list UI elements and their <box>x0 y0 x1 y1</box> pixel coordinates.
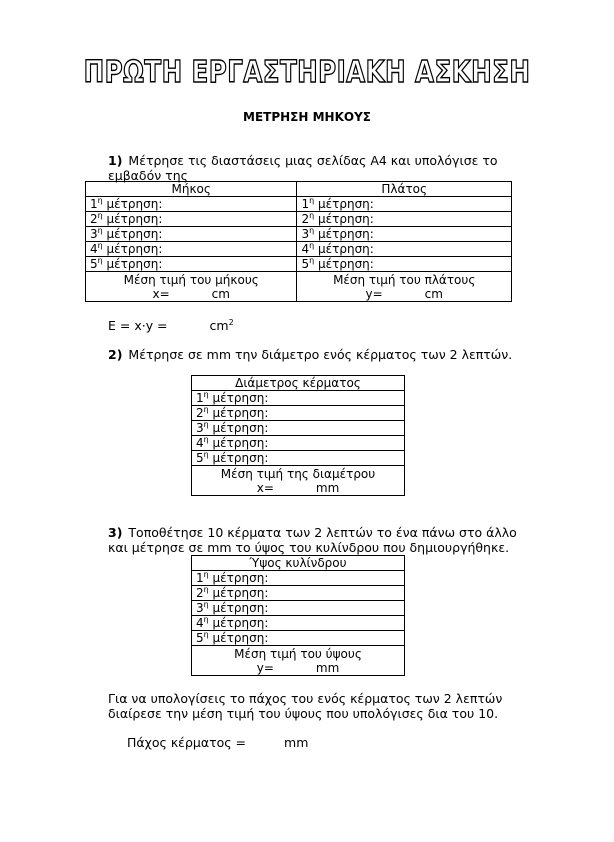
q1-length-measurement-number: 5 <box>90 257 98 271</box>
q2-measurement-ordinal: η <box>203 420 209 429</box>
q3-measurement-3 <box>192 601 405 616</box>
q1-width-measurement-label: μέτρηση: <box>314 197 374 211</box>
q2-measurement-ordinal: η <box>203 405 209 414</box>
q2-measurement-number: 2 <box>196 406 204 420</box>
table-row <box>192 391 405 406</box>
q2-measurement-number: 5 <box>196 451 204 465</box>
question-1 <box>108 153 548 183</box>
table-row <box>86 227 512 242</box>
q1-mean-length-cell <box>86 272 297 302</box>
q3-measurement-ordinal: η <box>203 570 209 579</box>
q1-length-measurement-number: 2 <box>90 212 98 226</box>
q3-measurement-label: μέτρηση: <box>208 571 269 585</box>
table-row <box>86 197 512 212</box>
question-3-text-line1: Τοποθέτησε 10 κέρματα των 2 λεπτών το ένα πάνω στο άλλο <box>128 525 517 540</box>
table-row <box>192 436 405 451</box>
q3-measurement-ordinal: η <box>203 630 209 639</box>
table-row <box>86 242 512 257</box>
q2-measurement-5 <box>192 451 405 466</box>
q3-measurement-ordinal: η <box>203 585 209 594</box>
closing-line1: Για να υπολογίσεις το πάχος του ενός κέρματος των 2 λεπτών <box>108 691 503 706</box>
q1-mean-width-unit: cm <box>424 286 443 301</box>
q1-width-measurement-label: μέτρηση: <box>314 212 374 226</box>
q1-mean-width-var: y= <box>365 286 383 301</box>
question-2 <box>108 347 548 362</box>
table-row <box>192 406 405 421</box>
area-formula-text: E = x·y = <box>108 318 168 333</box>
table-row <box>192 421 405 436</box>
q1-width-measurement-number: 1 <box>301 197 310 211</box>
q1-mean-width-cell <box>297 272 512 302</box>
q3-measurement-2 <box>192 586 405 601</box>
q1-length-measurement-ordinal: η <box>97 196 103 205</box>
q3-measurement-1 <box>192 571 405 586</box>
q3-table <box>191 555 405 676</box>
q1-mean-length-var: x= <box>152 286 170 301</box>
q3-measurement-5 <box>192 631 405 646</box>
table-row <box>86 257 512 272</box>
q1-length-measurement-label: μέτρηση: <box>102 212 163 226</box>
q1-length-measurement-ordinal: η <box>97 241 103 250</box>
q2-header: Διάμετρος κέρματος <box>192 376 405 391</box>
table-row <box>192 571 405 586</box>
q3-measurement-number: 5 <box>196 631 204 645</box>
q2-measurement-label: μέτρηση: <box>208 421 269 435</box>
q3-measurement-number: 2 <box>196 586 204 600</box>
q1-width-measurement-label: μέτρηση: <box>314 242 374 256</box>
q2-measurement-ordinal: η <box>203 435 209 444</box>
q1-length-measurement-label: μέτρηση: <box>102 257 163 271</box>
q3-measurement-number: 4 <box>196 616 204 630</box>
q1-width-measurement-number: 5 <box>301 257 310 271</box>
question-3 <box>108 525 568 555</box>
q1-header-width: Πλάτος <box>297 182 512 197</box>
q1-length-measurement-number: 1 <box>90 197 98 211</box>
page-subtitle: ΜΕΤΡΗΣΗ ΜΗΚΟΥΣ <box>243 110 371 124</box>
thickness-formula <box>127 735 308 750</box>
question-3-number: 3) <box>108 525 123 540</box>
q3-measurement-label: μέτρηση: <box>208 586 269 600</box>
q3-measurement-4 <box>192 616 405 631</box>
q1-length-measurement-1 <box>86 197 297 212</box>
q1-width-measurement-4 <box>297 242 512 257</box>
table-row <box>192 451 405 466</box>
closing-instructions <box>108 691 568 721</box>
q3-mean-var: y= <box>256 660 274 675</box>
q1-width-measurement-ordinal: η <box>309 241 315 250</box>
question-1-number: 1) <box>108 153 123 168</box>
q3-header: Ύψος κυλίνδρου <box>192 556 405 571</box>
q1-length-measurement-ordinal: η <box>97 226 103 235</box>
q1-width-measurement-ordinal: η <box>309 226 315 235</box>
q3-measurement-label: μέτρηση: <box>208 616 269 630</box>
q3-measurement-label: μέτρηση: <box>208 601 269 615</box>
closing-line2: διαίρεσε την μέση τιμή του ύψους που υπολόγισες δια του 10. <box>108 706 499 721</box>
q3-mean-label: Μέση τιμή του ύψους <box>234 646 362 661</box>
q2-measurement-ordinal: η <box>203 450 209 459</box>
q1-mean-width-label: Μέση τιμή του πλάτους <box>333 272 476 287</box>
q1-width-measurement-number: 4 <box>301 242 310 256</box>
question-2-text: Μέτρησε σε mm την διάμετρο ενός κέρματος των 2 λεπτών. <box>128 347 513 362</box>
q1-width-measurement-label: μέτρηση: <box>314 227 374 241</box>
table-row <box>192 631 405 646</box>
area-formula-unit: cm <box>209 318 229 333</box>
q2-mean-unit: mm <box>315 480 340 495</box>
q1-length-measurement-3 <box>86 227 297 242</box>
q1-length-measurement-5 <box>86 257 297 272</box>
q1-width-measurement-label: μέτρηση: <box>314 257 374 271</box>
q1-length-measurement-ordinal: η <box>97 256 103 265</box>
q1-length-measurement-number: 3 <box>90 227 98 241</box>
q1-width-measurement-number: 2 <box>301 212 310 226</box>
question-1-text-line1: Μέτρησε τις διαστάσεις μιας σελίδας Α4 και υπολόγισε το <box>128 153 498 168</box>
q1-width-measurement-ordinal: η <box>309 211 315 220</box>
table-row <box>192 616 405 631</box>
page-title: ΠΡΩΤΗ ΕΡΓΑΣΤΗΡΙΑΚΗ ΑΣΚΗΣΗ <box>83 55 531 90</box>
q2-measurement-label: μέτρηση: <box>208 436 269 450</box>
q1-width-measurement-1 <box>297 197 512 212</box>
q3-measurement-ordinal: η <box>203 600 209 609</box>
table-row <box>192 586 405 601</box>
question-2-number: 2) <box>108 347 123 362</box>
q1-length-measurement-label: μέτρηση: <box>102 197 163 211</box>
q1-width-measurement-ordinal: η <box>309 196 315 205</box>
q1-table <box>85 181 512 302</box>
table-row <box>86 212 512 227</box>
q1-length-measurement-label: μέτρηση: <box>102 227 163 241</box>
q1-width-measurement-number: 3 <box>301 227 310 241</box>
table-row <box>192 601 405 616</box>
q2-measurement-label: μέτρηση: <box>208 406 269 420</box>
q3-mean-unit: mm <box>315 660 340 675</box>
q1-width-measurement-5 <box>297 257 512 272</box>
q3-measurement-number: 1 <box>196 571 204 585</box>
q3-measurement-ordinal: η <box>203 615 209 624</box>
q2-measurement-number: 3 <box>196 421 204 435</box>
q2-measurement-number: 1 <box>196 391 204 405</box>
area-formula-exponent: 2 <box>228 318 234 327</box>
q2-measurement-label: μέτρηση: <box>208 391 269 405</box>
question-1-text-line2: εμβαδόν της <box>108 168 188 183</box>
q2-measurement-3 <box>192 421 405 436</box>
thickness-label: Πάχος κέρματος = <box>127 735 247 750</box>
q1-width-measurement-ordinal: η <box>309 256 315 265</box>
q2-measurement-label: μέτρηση: <box>208 451 269 465</box>
q1-width-measurement-2 <box>297 212 512 227</box>
q3-measurement-label: μέτρηση: <box>208 631 269 645</box>
thickness-unit: mm <box>284 735 309 750</box>
q2-table <box>191 375 405 496</box>
q2-measurement-2 <box>192 406 405 421</box>
q2-measurement-number: 4 <box>196 436 204 450</box>
q2-mean-cell <box>192 466 405 496</box>
q1-length-measurement-2 <box>86 212 297 227</box>
q2-measurement-ordinal: η <box>203 390 209 399</box>
area-formula <box>108 318 234 333</box>
q1-length-measurement-number: 4 <box>90 242 98 256</box>
q1-mean-length-label: Μέση τιμή του μήκους <box>123 272 259 287</box>
q3-mean-cell <box>192 646 405 676</box>
q3-measurement-number: 3 <box>196 601 204 615</box>
q1-length-measurement-label: μέτρηση: <box>102 242 163 256</box>
q2-mean-var: x= <box>256 480 274 495</box>
q1-width-measurement-3 <box>297 227 512 242</box>
q1-length-measurement-4 <box>86 242 297 257</box>
q2-measurement-4 <box>192 436 405 451</box>
q1-mean-length-unit: cm <box>211 286 230 301</box>
q1-length-measurement-ordinal: η <box>97 211 103 220</box>
q2-measurement-1 <box>192 391 405 406</box>
q1-header-length: Μήκος <box>86 182 297 197</box>
question-3-text-line2: και μέτρησε σε mm το ύψος του κυλίνδρου που δημιουργήθηκε. <box>108 540 510 555</box>
q2-mean-label: Μέση τιμή της διαμέτρου <box>220 466 376 481</box>
